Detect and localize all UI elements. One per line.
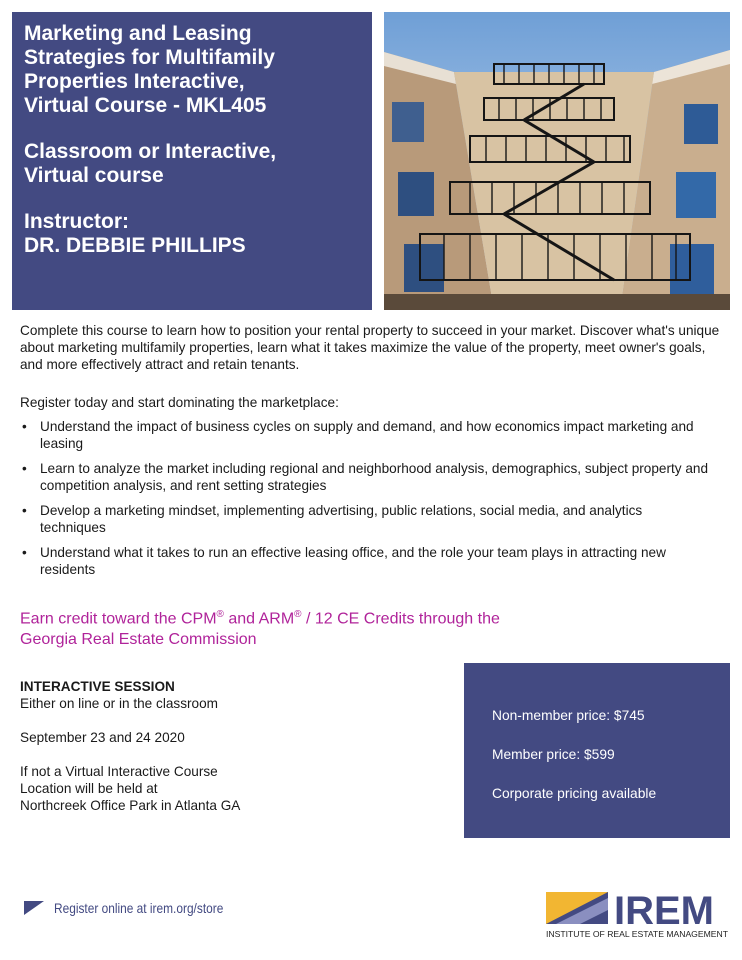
arrow-flag-icon [24,901,44,915]
register-link-text[interactable]: Register online at irem.org/store [54,900,224,916]
course-title [24,22,360,118]
course-title-line: Strategies for Multifamily [24,46,275,69]
list-item: • Understand the impact of business cycles on supply and demand, and how economics impact marketing and leasing [20,418,710,452]
registered-mark: ® [294,609,302,620]
learning-objectives-list [20,418,710,586]
session-location-line: If not a Virtual Interactive Course [20,764,218,779]
session-location-line: Location will be held at [20,781,158,796]
irem-logo-mark [546,888,732,940]
session-dates: September 23 and 24 2020 [20,730,185,745]
credit-text: Georgia Real Estate Commission [20,631,257,649]
logo-tagline: INSTITUTE OF REAL ESTATE MANAGEMENT [546,930,728,939]
credit-text: and ARM [223,610,295,628]
hero-box [12,12,372,310]
corporate-pricing: Corporate pricing available [492,786,657,801]
register-prompt: Register today and start dominating the marketplace: [20,395,339,410]
course-format-line: Virtual course [24,164,164,187]
course-title-line: Virtual Course - MKL405 [24,94,267,117]
pricing-box [464,663,730,838]
credit-statement [20,604,640,650]
session-mode: Either on line or in the classroom [20,696,218,711]
session-location-line: Northcreek Office Park in Atlanta GA [20,798,241,813]
building-photo [384,12,730,310]
registered-mark: ® [216,609,224,620]
instructor [24,210,360,258]
course-format-line: Classroom or Interactive, [24,140,277,163]
non-member-price: Non-member price: $745 [492,708,645,723]
course-title-line: Properties Interactive, [24,70,245,93]
irem-logo [546,888,732,940]
session-heading: INTERACTIVE SESSION [20,679,175,694]
course-description: Complete this course to learn how to position your rental property to succeed in your market. Discover what's unique about marketing multifamily properties, learn what it takes maximize the value of the property, meet owner's goals, and more effectively attract and retain tenants. [20,323,720,372]
instructor-name: DR. DEBBIE PHILLIPS [24,234,246,257]
credit-text: / 12 CE Credits through the [301,610,500,628]
register-link[interactable] [24,900,253,916]
fire-escape-building-illustration [384,12,730,310]
list-item: • Learn to analyze the market including regional and neighborhood analysis, demographics, subject property and competition analysis, and rent setting strategies [20,460,710,494]
session-details [20,678,440,814]
logo-wordmark: IREM [614,889,714,933]
course-format [24,140,360,188]
member-price: Member price: $599 [492,747,615,762]
list-item: • Develop a marketing mindset, implementing advertising, public relations, social media, and analytics techniques [20,502,710,536]
instructor-label: Instructor: [24,210,129,233]
list-item: • Understand what it takes to run an effective leasing office, and the role your team plays in attracting new residents [20,544,710,578]
course-title-line: Marketing and Leasing [24,22,252,45]
credit-text: Earn credit toward the CPM [20,610,217,628]
